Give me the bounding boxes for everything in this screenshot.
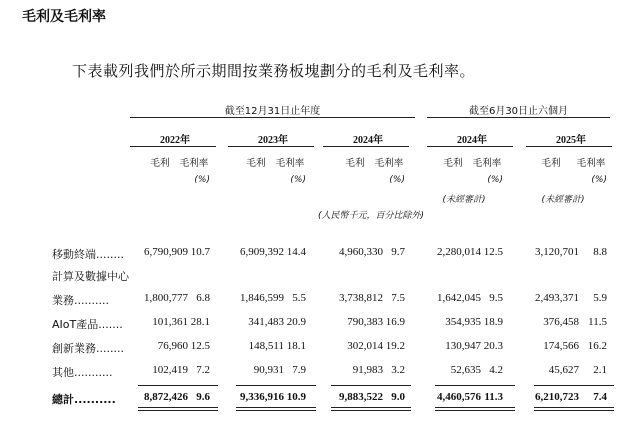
period-rule-interim (427, 117, 610, 118)
gross-profit-cell: 4,960,330 (339, 246, 383, 258)
total-top-rule (236, 385, 316, 386)
gross-profit-cell: 2,280,014 (437, 246, 481, 258)
total-top-rule (138, 385, 218, 386)
total-top-rule (331, 385, 411, 386)
row-label: 創新業務........ (52, 342, 124, 355)
row-label: 移動終端........ (52, 248, 124, 261)
column-year-rule (228, 146, 314, 147)
column-percent-unit: (%) (591, 175, 607, 185)
total-double-underline (435, 407, 515, 408)
margin-cell: 11.5 (588, 316, 607, 328)
margin-cell: 9.6 (196, 391, 210, 403)
period-rule-annual (130, 117, 415, 118)
margin-cell: 12.5 (190, 340, 210, 352)
margin-cell: 3.2 (391, 364, 405, 376)
total-double-underline (236, 407, 316, 408)
section-heading: 毛利及毛利率 (22, 9, 106, 25)
gross-profit-cell: 6,909,392 (240, 246, 284, 258)
gross-profit-cell: 2,493,371 (535, 292, 579, 304)
column-unaudited-note: (未經審計) (541, 195, 585, 205)
column-gross-profit-header: 毛利 (345, 158, 365, 169)
total-double-underline (331, 410, 411, 411)
gross-profit-cell: 3,738,812 (339, 292, 383, 304)
column-gross-profit-header: 毛利 (150, 158, 170, 169)
column-margin-header: 毛利率 (576, 158, 606, 169)
gross-profit-cell: 101,361 (152, 316, 188, 328)
gross-profit-cell: 6,790,909 (144, 246, 188, 258)
column-year: 2024年 (457, 135, 487, 146)
column-gross-profit-header: 毛利 (541, 158, 561, 169)
column-year: 2024年 (353, 135, 383, 146)
margin-cell: 10.7 (190, 246, 210, 258)
gross-profit-cell: 302,014 (347, 340, 383, 352)
margin-cell: 28.1 (190, 316, 210, 328)
margin-cell: 7.4 (593, 391, 607, 403)
total-top-rule (435, 385, 515, 386)
column-year: 2025年 (556, 135, 586, 146)
total-double-underline (534, 407, 614, 408)
margin-cell: 16.2 (587, 340, 607, 352)
column-year-rule (323, 146, 409, 147)
unit-note: (人民幣千元，百分比除外) (318, 211, 425, 221)
margin-cell: 18.1 (286, 340, 306, 352)
margin-cell: 2.1 (593, 364, 607, 376)
gross-profit-cell: 6,210,723 (535, 391, 579, 403)
gross-profit-cell: 90,931 (253, 364, 284, 376)
gross-profit-cell: 3,120,701 (535, 246, 579, 258)
gross-profit-cell: 130,947 (445, 340, 481, 352)
column-unaudited-note: (未經審計) (442, 195, 486, 205)
gross-profit-cell: 9,336,916 (240, 391, 284, 403)
margin-cell: 10.9 (286, 391, 306, 403)
margin-cell: 20.3 (483, 340, 503, 352)
margin-cell: 9.0 (391, 391, 405, 403)
total-double-underline (534, 410, 614, 411)
row-label: 其他........... (52, 366, 113, 379)
margin-cell: 9.7 (391, 246, 405, 258)
column-year-rule (130, 146, 216, 147)
gross-profit-cell: 91,983 (352, 364, 383, 376)
margin-cell: 6.8 (196, 292, 210, 304)
margin-cell: 5.9 (593, 292, 607, 304)
gross-profit-cell: 4,460,576 (437, 391, 481, 403)
row-label: 計算及數據中心 (52, 270, 129, 283)
column-percent-unit: (%) (487, 175, 503, 185)
gross-profit-cell: 174,566 (543, 340, 579, 352)
gross-profit-cell: 790,383 (347, 316, 383, 328)
total-double-underline (331, 407, 411, 408)
column-margin-header: 毛利率 (179, 158, 209, 169)
gross-profit-cell: 45,627 (548, 364, 579, 376)
margin-cell: 16.9 (385, 316, 405, 328)
gross-profit-cell: 376,458 (543, 316, 579, 328)
gross-profit-cell: 8,872,426 (144, 391, 188, 403)
margin-cell: 14.4 (286, 246, 306, 258)
margin-cell: 11.3 (484, 391, 503, 403)
margin-cell: 7.5 (391, 292, 405, 304)
column-gross-profit-header: 毛利 (246, 158, 266, 169)
gross-profit-cell: 354,935 (445, 316, 481, 328)
gross-profit-cell: 1,642,045 (437, 292, 481, 304)
margin-cell: 5.5 (292, 292, 306, 304)
margin-cell: 18.9 (483, 316, 503, 328)
gross-profit-cell: 9,883,522 (339, 391, 383, 403)
column-percent-unit: (%) (290, 175, 306, 185)
gross-profit-cell: 52,635 (450, 364, 481, 376)
column-margin-header: 毛利率 (472, 158, 502, 169)
column-year-rule (526, 146, 612, 147)
gross-profit-cell: 1,800,777 (144, 292, 188, 304)
margin-cell: 7.9 (292, 364, 306, 376)
margin-cell: 19.2 (385, 340, 405, 352)
column-year-rule (427, 146, 513, 147)
total-top-rule (534, 385, 614, 386)
column-year: 2023年 (258, 135, 288, 146)
total-double-underline (138, 407, 218, 408)
total-double-underline (435, 410, 515, 411)
gross-profit-cell: 148,511 (248, 340, 284, 352)
row-label: 總計.......... (52, 393, 116, 406)
column-margin-header: 毛利率 (275, 158, 305, 169)
column-percent-unit: (%) (389, 175, 405, 185)
gross-profit-cell: 76,960 (157, 340, 188, 352)
gross-profit-cell: 341,483 (248, 316, 284, 328)
gross-profit-cell: 1,846,599 (240, 292, 284, 304)
margin-cell: 9.5 (489, 292, 503, 304)
margin-cell: 12.5 (483, 246, 503, 258)
total-double-underline (236, 410, 316, 411)
row-label: AIoT產品....... (52, 318, 123, 331)
intro-paragraph: 下表載列我們於所示期間按業務板塊劃分的毛利及毛利率。 (72, 62, 476, 80)
margin-cell: 7.2 (196, 364, 210, 376)
margin-cell: 4.2 (489, 364, 503, 376)
period-header-interim: 截至6月30日止六個月 (468, 106, 569, 117)
period-header-annual: 截至12月31日止年度 (224, 106, 321, 117)
row-label: 業務.......... (52, 294, 109, 307)
margin-cell: 8.8 (593, 246, 607, 258)
column-percent-unit: (%) (194, 175, 210, 185)
total-double-underline (138, 410, 218, 411)
column-gross-profit-header: 毛利 (443, 158, 463, 169)
margin-cell: 20.9 (286, 316, 306, 328)
column-year: 2022年 (160, 135, 190, 146)
column-margin-header: 毛利率 (374, 158, 404, 169)
gross-profit-cell: 102,419 (152, 364, 188, 376)
